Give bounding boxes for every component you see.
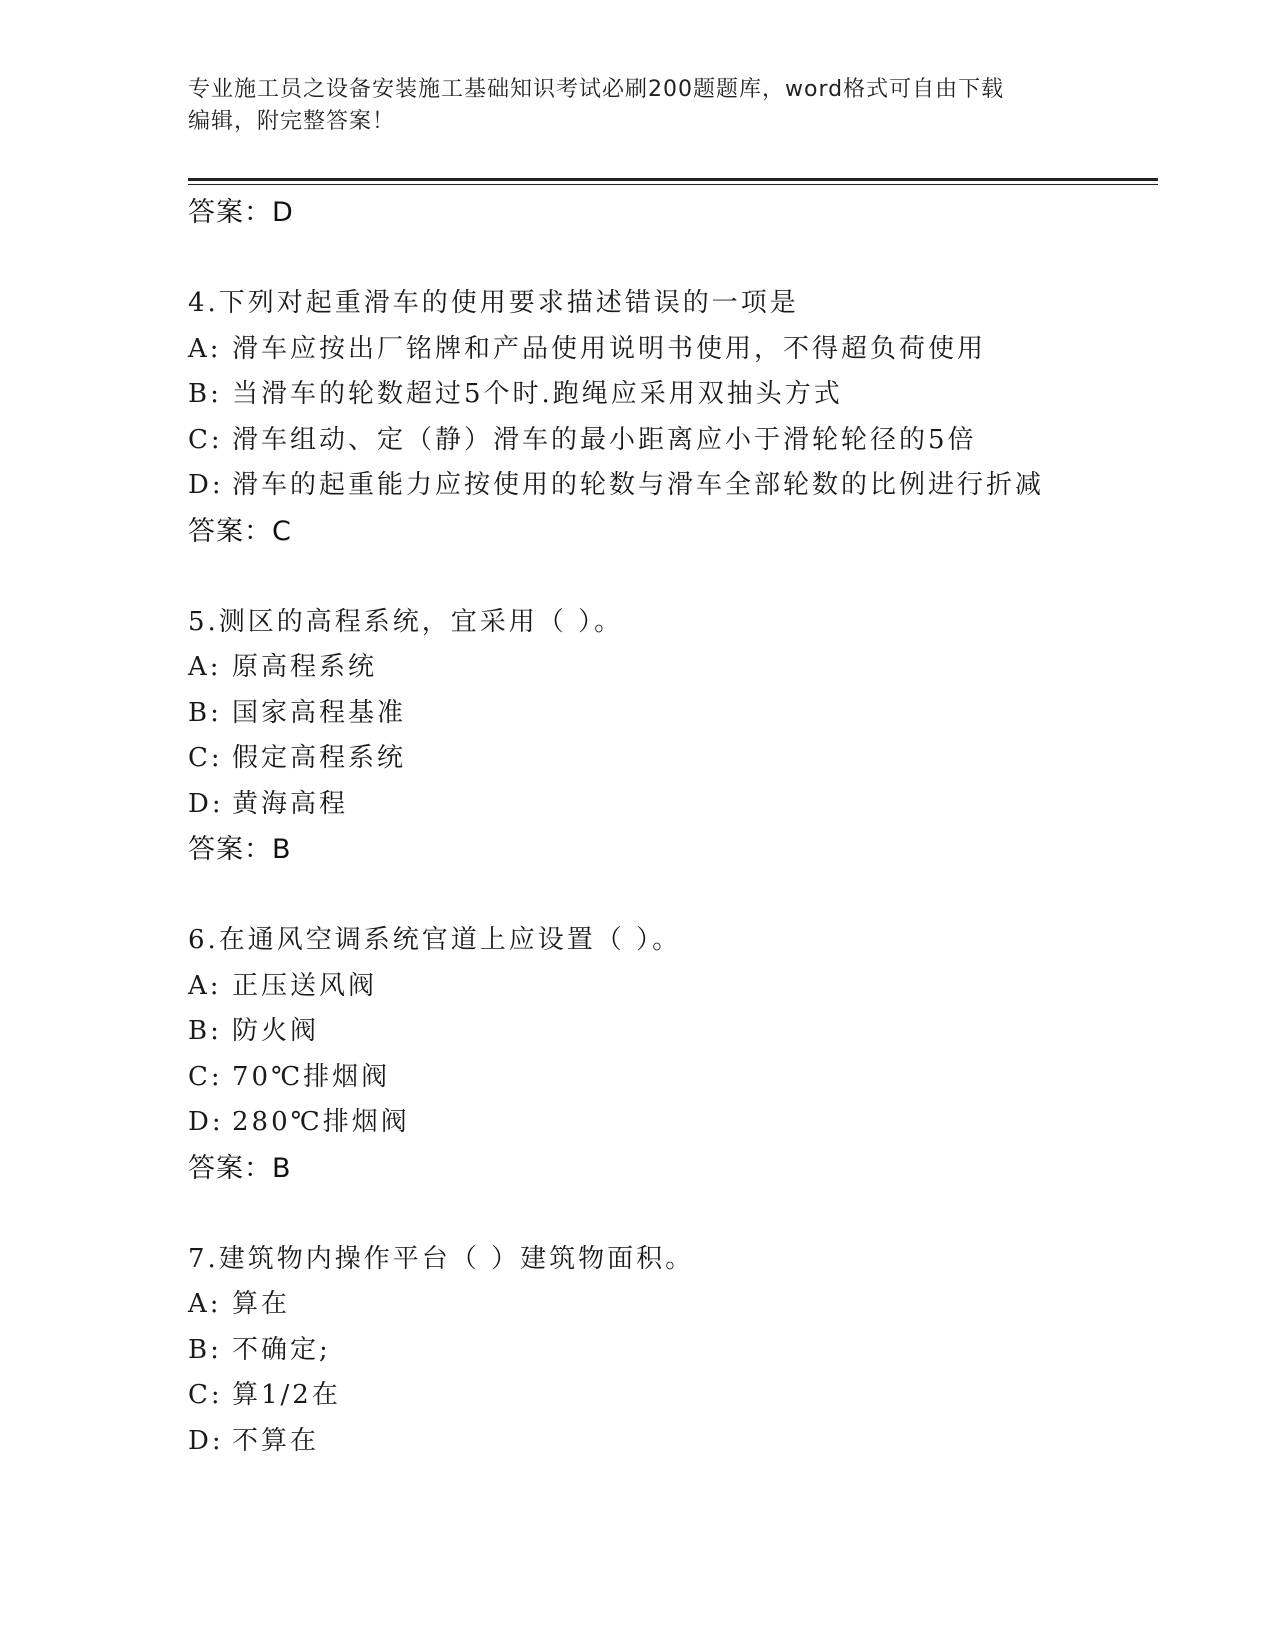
question-block	[188, 281, 1148, 555]
option-letter: C:	[188, 743, 223, 773]
option-c	[188, 736, 1148, 782]
option-text: 国家高程基准	[232, 697, 407, 728]
option-b	[188, 372, 1148, 418]
option-text: 滑车应按出厂铭牌和产品使用说明书使用，不得超负荷使用	[232, 333, 987, 364]
option-letter: C:	[188, 1061, 223, 1092]
option-letter: B:	[188, 1016, 222, 1046]
option-letter: D:	[188, 1107, 224, 1137]
option-text: 算在	[232, 1289, 291, 1319]
question-block	[188, 600, 1148, 874]
option-text: 滑车的起重能力应按使用的轮数与滑车全部轮数的比例进行折减	[232, 470, 1045, 500]
option-letter: A:	[188, 970, 222, 1001]
option-d	[188, 1419, 1148, 1465]
option-text: 原高程系统	[232, 652, 378, 682]
answer-line: 答案：B	[188, 834, 292, 865]
header-divider-thin	[188, 184, 1158, 185]
option-c	[188, 418, 1148, 464]
option-b	[188, 1328, 1148, 1374]
header-divider-thick	[188, 178, 1158, 181]
header-line-2: 编辑，附完整答案！	[188, 109, 396, 134]
question-block	[188, 1237, 1148, 1465]
option-text: 滑车组动、定（静）滑车的最小距离应小于滑轮轮径的5倍	[232, 424, 977, 455]
option-text: 当滑车的轮数超过5个时.跑绳应采用双抽头方式	[232, 379, 843, 409]
option-d	[188, 1100, 1148, 1146]
option-text: 算1/2在	[232, 1380, 341, 1410]
option-b	[188, 691, 1148, 737]
option-letter: C:	[188, 1380, 223, 1410]
answer-line: 答案：B	[188, 1152, 292, 1184]
option-letter: B:	[188, 1334, 222, 1365]
option-d	[188, 782, 1148, 828]
answer-line: 答案：C	[188, 515, 292, 547]
option-letter: A:	[188, 1289, 222, 1319]
option-a	[188, 645, 1148, 691]
option-d	[188, 463, 1148, 509]
option-text: 70℃排烟阀	[232, 1061, 391, 1092]
answer-line: 答案：D	[188, 197, 294, 228]
question-stem: 5.测区的高程系统，宜采用（ ）。	[188, 606, 624, 637]
option-letter: C:	[188, 424, 223, 455]
option-text: 假定高程系统	[232, 743, 407, 773]
question-stem: 7.建筑物内操作平台（ ）建筑物面积。	[188, 1243, 695, 1274]
option-text: 280℃排烟阀	[232, 1107, 410, 1137]
option-text: 黄海高程	[232, 788, 349, 819]
option-letter: D:	[188, 470, 224, 500]
question-list	[188, 190, 1148, 1464]
option-b	[188, 1009, 1148, 1055]
option-text: 不算在	[232, 1425, 320, 1456]
option-a	[188, 964, 1148, 1010]
document-header	[188, 74, 1088, 138]
option-text: 正压送风阀	[232, 970, 378, 1001]
option-letter: A:	[188, 333, 222, 364]
option-text: 防火阀	[232, 1016, 320, 1046]
option-letter: B:	[188, 697, 222, 728]
question-stem: 6.在通风空调系统官道上应设置（ ）。	[188, 925, 682, 955]
header-line-1: 专业施工员之设备安装施工基础知识考试必刷200题题库，word格式可自由下载	[188, 77, 1005, 102]
option-letter: B:	[188, 379, 222, 409]
option-letter: A:	[188, 652, 222, 682]
option-a	[188, 327, 1148, 373]
option-letter: D:	[188, 1425, 224, 1456]
option-letter: D:	[188, 788, 224, 819]
question-stem: 4.下列对起重滑车的使用要求描述错误的一项是	[188, 288, 799, 318]
option-text: 不确定;	[232, 1334, 331, 1365]
option-c	[188, 1373, 1148, 1419]
question-block	[188, 918, 1148, 1192]
option-c	[188, 1055, 1148, 1101]
option-a	[188, 1282, 1148, 1328]
